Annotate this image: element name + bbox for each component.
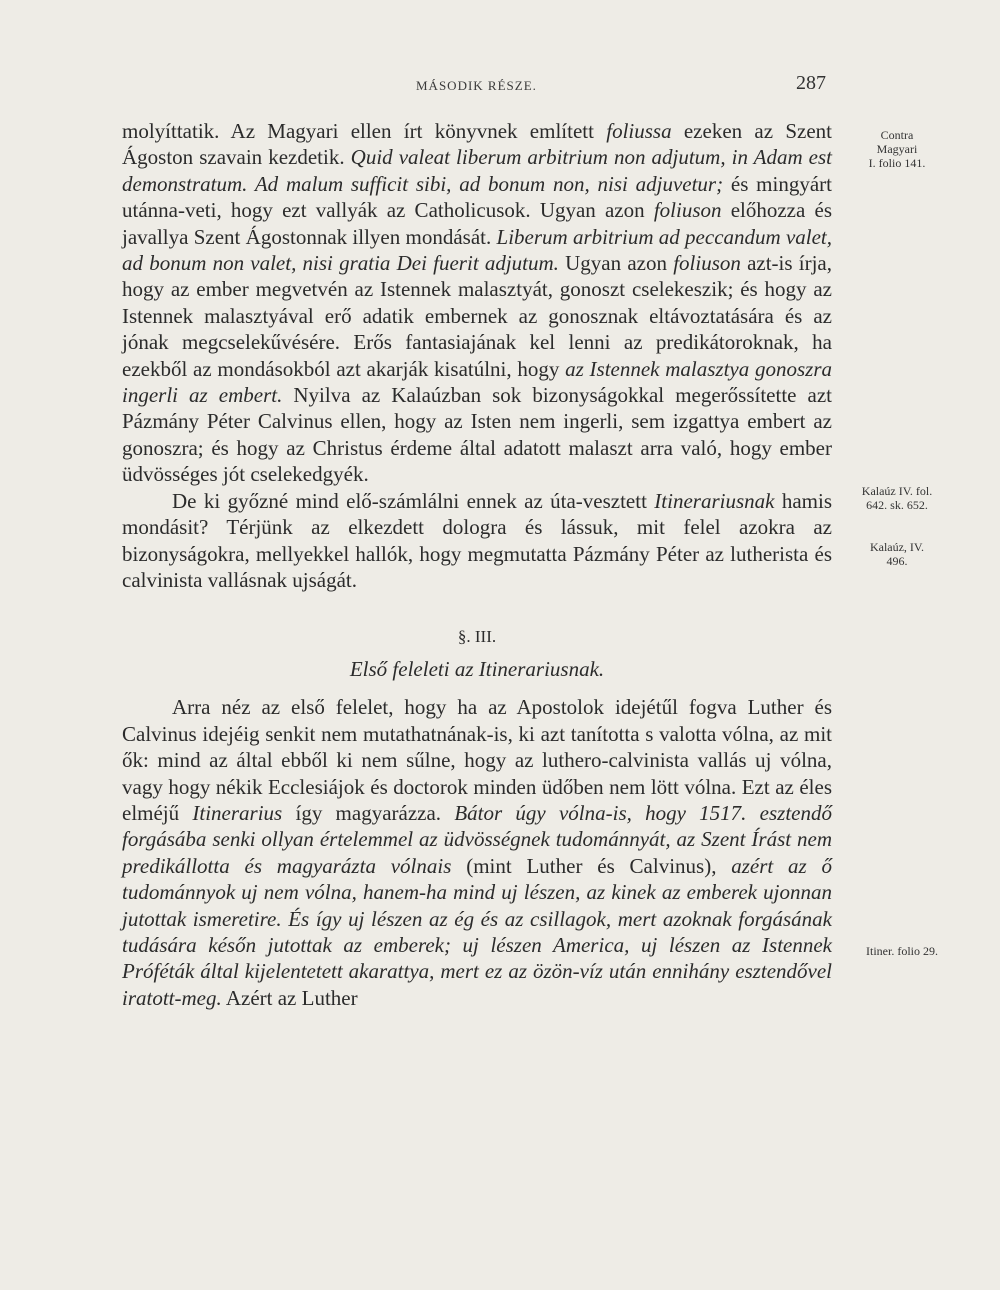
margin-note-itiner: Itiner. folio 29.	[866, 944, 938, 958]
paragraph-1: molyíttatik. Az Magyari ellen írt könyvnek említett foliussa ezeken az Szent Ágoston szavain kezdetik. Quid valeat liberum arbitrium non adjutum, in Adam est demonstratum. Ad malum sufficit sibi, ad bonum non, nisi adjuvetur; és mingyárt utánna-veti, hogy ezt vallyák az Catholicusok. Ugyan azon foliuson előhozza és javallya Szent Ágostonnak illyen mondását. Liberum arbitrium ad peccandum valet, ad bonum non valet, nisi gratia Dei fuerit adjutum. Ugyan azon foliuson azt-is írja, hogy az ember megvetvén az Istennek malasztyát, gonoszt cselekeszik; és hogy az Istennek malasztyával erő adatik embernek az gonosznak eltávoztatására és az jónak megcselekűvésére. Erős fantasiajának kel lenni az predikátoroknak, ha ezekből az mondásokból azt akarják kisatúlni, hogy az Istennek malasztya gonoszra ingerli az embert. Nyilva az Kalaúzban sok bizonyságokkal megerőssítette azt Pázmány Péter Calvinus ellen, hogy az Isten nem ingerli, sem izgattya embert az gonoszra; és hogy az Christus érdeme által adatott malaszt arra való, hogy ember üdvösséges jót cselekedgyék.	[122, 119, 833, 487]
section-number: §. III.	[457, 627, 497, 647]
main-text	[122, 118, 832, 1011]
margin-note-contra-magyari: Contra Magyari I. folio 141.	[868, 128, 926, 170]
margin-note-kalauz-fol: Kalaúz IV. fol. 642. sk. 652.	[861, 484, 933, 512]
running-header: MÁSODIK RÉSZE.	[416, 78, 537, 93]
margin-note-kalauz-iv: Kalaúz, IV. 496.	[869, 540, 925, 568]
paragraph-3: Arra néz az első felelet, hogy ha az Apostolok idejétűl fogva Luther és Calvinus idejéig senkit nem mutathatnának-is, ki azt tanította s valotta vólna, az mit ők: mind az által ebből ki nem sűlne, hogy az luthero-calvinista vallás uj vólna, vagy hogy nékik Ecclesiájok és doctorok minden üdőben nem lött vólna. Ezt az éles elméjű Itinerarius így magyarázza. Bátor úgy vólna-is, hogy 1517. esztendő forgásába senki ollyan értelemmel az üdvösségnek tudománnyát, az Szent Írást nem predikállotta és magyarázta vólnais (mint Luther és Calvinus), azért az ő tudománnyok uj nem vólna, hanem-ha mind uj lészen, az kinek az emberek ujonnan jutottak ismeretire. És így uj lészen az ég és az csillagok, mert azoknak forgásának tudására későn jutottak az emberek; uj lészen America, uj lészen az Istennek Próféták által kijelentetett akarattya, mert ez az özön-víz után ennihány esztendővel iratott-meg. Azért az Luther	[122, 695, 832, 1010]
section-title: Első feleleti az Itinerariusnak.	[349, 657, 605, 682]
page-number: 287	[796, 72, 826, 94]
paragraph-2: De ki győzné mind elő-számlálni ennek az úta-vesztett Itinerariusnak hamis mondásit? Térjünk az elkezdett dologra és lássuk, mit felel azokra az bizonyságokra, mellyekkel hallók, hogy megmutatta Pázmány Péter az lutherista és calvinista vallásnak ujságát.	[122, 488, 832, 592]
